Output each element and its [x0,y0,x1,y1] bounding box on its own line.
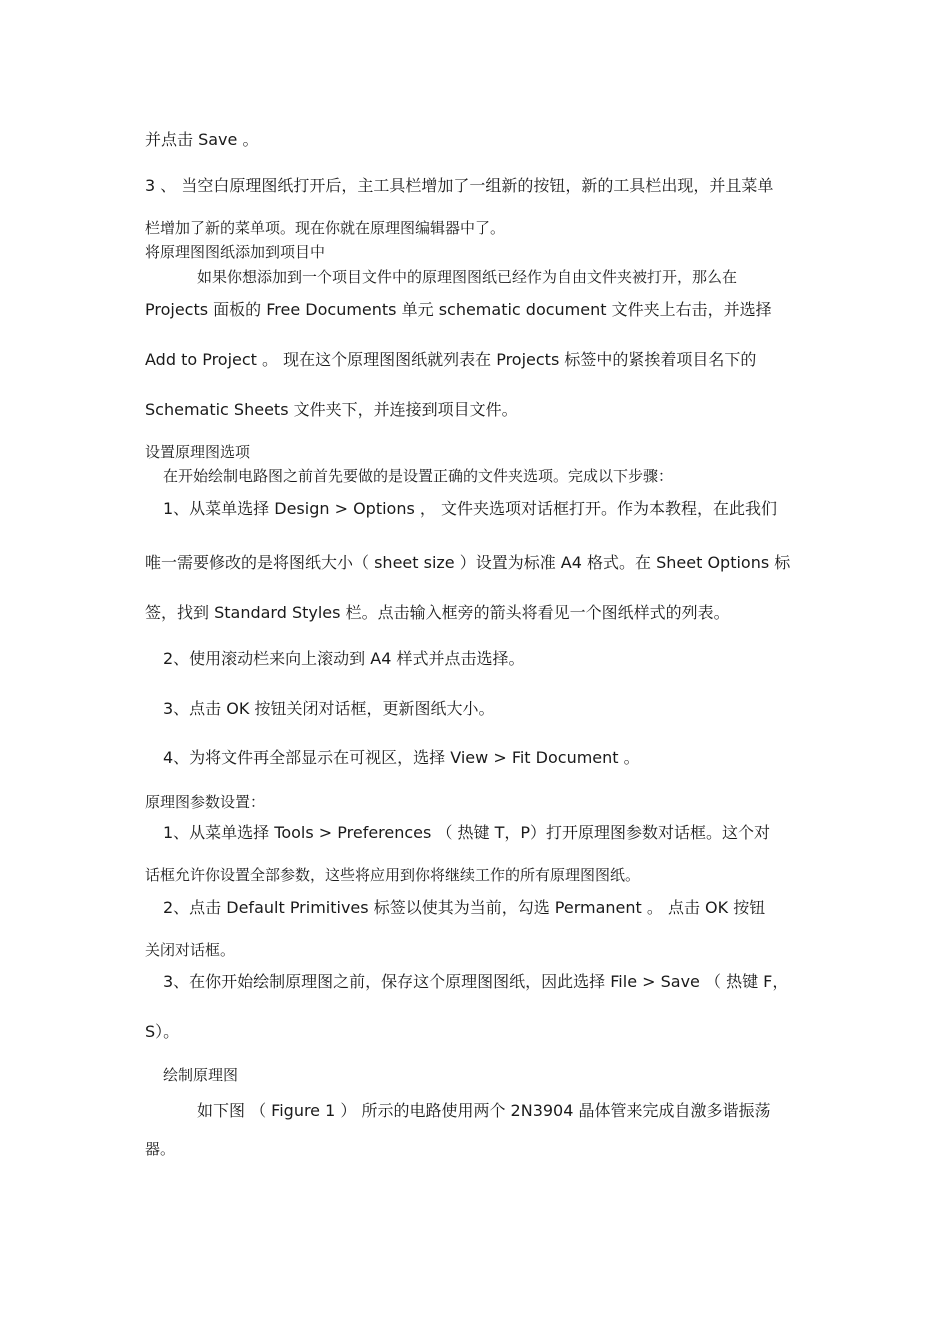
text-line: 唯一需要修改的是将图纸大小（ sheet size ）设置为标准 A4 格式。在 Sheet Options 标 [145,553,791,572]
text-line: Add to Project 。 现在这个原理图图纸就列表在 Projects 标签中的紧挨着项目名下的 [145,350,757,369]
text-line: 器。 [145,1140,176,1158]
text-line: 签，找到 Standard Styles 栏。点击输入框旁的箭头将看见一个图纸样式的列表。 [145,603,730,622]
step-3: 3、点击 OK 按钮关闭对话框，更新图纸大小。 [163,699,495,718]
text-line: 关闭对话框。 [145,941,236,959]
text-line: Schematic Sheets 文件夹下，并连接到项目文件。 [145,400,518,419]
step-4: 4、为将文件再全部显示在可视区，选择 View > Fit Document 。 [163,748,640,767]
pref-step-2: 2、点击 Default Primitives 标签以使其为当前，勾选 Permanent 。 点击 OK 按钮 [163,898,766,917]
text-line: 话框允许你设置全部参数，这些将应用到你将继续工作的所有原理图图纸。 [145,866,641,884]
text-line: 栏增加了新的菜单项。现在你就在原理图编辑器中了。 [145,219,506,237]
section-heading: 绘制原理图 [163,1066,239,1084]
section-heading: 将原理图图纸添加到项目中 [145,243,326,261]
text-line: 并点击 Save 。 [145,130,259,149]
section-heading: 原理图参数设置： [145,793,266,811]
step-3-intro: 3 、 当空白原理图纸打开后，主工具栏增加了一组新的按钮，新的工具栏出现，并且菜单 [145,176,774,195]
pref-step-1: 1、从菜单选择 Tools > Preferences （ 热键 T，P）打开原理图参数对话框。这个对 [163,823,771,842]
step-1: 1、从菜单选择 Design > Options ， 文件夹选项对话框打开。作为本教程，在此我们 [163,499,777,518]
step-2: 2、使用滚动栏来向上滚动到 A4 样式并点击选择。 [163,649,525,668]
paragraph-start: 如果你想添加到一个项目文件中的原理图图纸已经作为自由文件夹被打开，那么在 [197,268,738,286]
paragraph-start: 在开始绘制电路图之前首先要做的是设置正确的文件夹选项。完成以下步骤： [163,467,674,485]
text-line: S）。 [145,1022,180,1041]
paragraph-start: 如下图 （ Figure 1 ） 所示的电路使用两个 2N3904 晶体管来完成自激多谐振荡 [197,1101,771,1120]
section-heading: 设置原理图选项 [145,443,251,461]
text-line: Projects 面板的 Free Documents 单元 schematic document 文件夹上右击，并选择 [145,300,772,319]
pref-step-3: 3、在你开始绘制原理图之前，保存这个原理图图纸，因此选择 File > Save （ 热键 F， [163,972,789,991]
